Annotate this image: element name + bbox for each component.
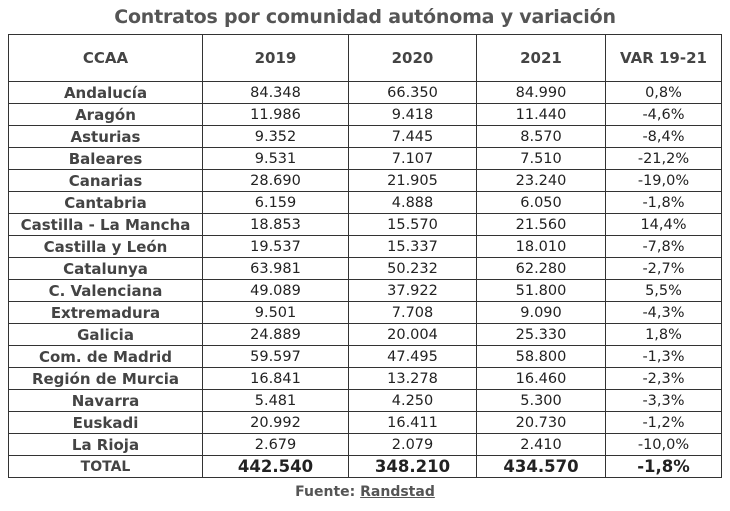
cell-var: -8,4% [606, 126, 722, 148]
cell-2021: 84.990 [477, 82, 606, 104]
cell-2020: 7.107 [349, 148, 477, 170]
table-row [9, 104, 722, 126]
cell-2019: 9.501 [203, 302, 349, 324]
cell-2019: 2.679 [203, 434, 349, 456]
cell-ccaa: Extremadura [9, 302, 203, 324]
table-row [9, 346, 722, 368]
cell-2021: 9.090 [477, 302, 606, 324]
table-body [9, 82, 722, 478]
table-row [9, 324, 722, 346]
cell-var: -1,8% [606, 192, 722, 214]
cell-2020: 15.337 [349, 236, 477, 258]
cell-2021: 8.570 [477, 126, 606, 148]
header-2019: 2019 [203, 35, 349, 82]
header-ccaa: CCAA [9, 35, 203, 82]
cell-2021: 16.460 [477, 368, 606, 390]
cell-2019: 18.853 [203, 214, 349, 236]
cell-var: 0,8% [606, 82, 722, 104]
cell-2021: 6.050 [477, 192, 606, 214]
cell-var: -2,3% [606, 368, 722, 390]
cell-var: 1,8% [606, 324, 722, 346]
table-row [9, 390, 722, 412]
table-row [9, 148, 722, 170]
cell-var: -7,8% [606, 236, 722, 258]
total-cell-2020: 348.210 [349, 456, 477, 478]
table-row [9, 82, 722, 104]
cell-2019: 6.159 [203, 192, 349, 214]
cell-var: -1,2% [606, 412, 722, 434]
cell-2019: 20.992 [203, 412, 349, 434]
cell-var: -4,3% [606, 302, 722, 324]
cell-2021: 2.410 [477, 434, 606, 456]
cell-2020: 16.411 [349, 412, 477, 434]
cell-2020: 37.922 [349, 280, 477, 302]
cell-2020: 7.708 [349, 302, 477, 324]
cell-2019: 9.352 [203, 126, 349, 148]
header-var: VAR 19-21 [606, 35, 722, 82]
cell-ccaa: Aragón [9, 104, 203, 126]
header-row [9, 35, 722, 82]
cell-2019: 24.889 [203, 324, 349, 346]
cell-var: -10,0% [606, 434, 722, 456]
cell-2019: 19.537 [203, 236, 349, 258]
table-row [9, 280, 722, 302]
contracts-table [8, 34, 722, 478]
source-note [0, 484, 730, 500]
cell-2020: 15.570 [349, 214, 477, 236]
cell-2021: 7.510 [477, 148, 606, 170]
source-name: Randstad [360, 484, 435, 500]
cell-ccaa: Galicia [9, 324, 203, 346]
table-row [9, 126, 722, 148]
cell-var: -19,0% [606, 170, 722, 192]
cell-2021: 20.730 [477, 412, 606, 434]
cell-2020: 50.232 [349, 258, 477, 280]
cell-2021: 58.800 [477, 346, 606, 368]
cell-var: -21,2% [606, 148, 722, 170]
cell-2020: 4.888 [349, 192, 477, 214]
total-cell-2019: 442.540 [203, 456, 349, 478]
cell-2021: 25.330 [477, 324, 606, 346]
cell-ccaa: C. Valenciana [9, 280, 203, 302]
cell-2020: 21.905 [349, 170, 477, 192]
cell-2021: 18.010 [477, 236, 606, 258]
chart-title: Contratos por comunidad autónoma y variación [114, 6, 616, 28]
cell-2021: 5.300 [477, 390, 606, 412]
cell-2019: 28.690 [203, 170, 349, 192]
cell-2021: 23.240 [477, 170, 606, 192]
cell-var: -4,6% [606, 104, 722, 126]
cell-var: -1,3% [606, 346, 722, 368]
cell-ccaa: Región de Murcia [9, 368, 203, 390]
table-row [9, 434, 722, 456]
total-cell-var: -1,8% [606, 456, 722, 478]
cell-2020: 13.278 [349, 368, 477, 390]
cell-2019: 59.597 [203, 346, 349, 368]
header-2020: 2020 [349, 35, 477, 82]
cell-2020: 2.079 [349, 434, 477, 456]
table-row [9, 192, 722, 214]
cell-2019: 49.089 [203, 280, 349, 302]
total-row [9, 456, 722, 478]
source-label: Fuente: [295, 484, 356, 500]
cell-var: -2,7% [606, 258, 722, 280]
cell-ccaa: Baleares [9, 148, 203, 170]
cell-2021: 21.560 [477, 214, 606, 236]
cell-2019: 5.481 [203, 390, 349, 412]
table-row [9, 302, 722, 324]
cell-ccaa: La Rioja [9, 434, 203, 456]
cell-2021: 62.280 [477, 258, 606, 280]
cell-2019: 9.531 [203, 148, 349, 170]
cell-var: 14,4% [606, 214, 722, 236]
cell-2020: 47.495 [349, 346, 477, 368]
cell-ccaa: Catalunya [9, 258, 203, 280]
table-row [9, 214, 722, 236]
cell-ccaa: Andalucía [9, 82, 203, 104]
cell-2020: 7.445 [349, 126, 477, 148]
cell-2019: 63.981 [203, 258, 349, 280]
cell-ccaa: Euskadi [9, 412, 203, 434]
table-row [9, 368, 722, 390]
cell-2021: 11.440 [477, 104, 606, 126]
cell-var: 5,5% [606, 280, 722, 302]
table-row [9, 170, 722, 192]
cell-ccaa: Asturias [9, 126, 203, 148]
cell-2020: 66.350 [349, 82, 477, 104]
header-2021: 2021 [477, 35, 606, 82]
cell-2019: 84.348 [203, 82, 349, 104]
cell-ccaa: Navarra [9, 390, 203, 412]
cell-2019: 11.986 [203, 104, 349, 126]
cell-ccaa: Com. de Madrid [9, 346, 203, 368]
table-row [9, 236, 722, 258]
cell-2021: 51.800 [477, 280, 606, 302]
cell-var: -3,3% [606, 390, 722, 412]
cell-ccaa: Cantabria [9, 192, 203, 214]
cell-2020: 20.004 [349, 324, 477, 346]
table-row [9, 258, 722, 280]
cell-ccaa: Canarias [9, 170, 203, 192]
cell-ccaa: Castilla y León [9, 236, 203, 258]
total-cell-ccaa: TOTAL [9, 456, 203, 478]
table-row [9, 412, 722, 434]
total-cell-2021: 434.570 [477, 456, 606, 478]
cell-2020: 9.418 [349, 104, 477, 126]
cell-2019: 16.841 [203, 368, 349, 390]
cell-2020: 4.250 [349, 390, 477, 412]
cell-ccaa: Castilla - La Mancha [9, 214, 203, 236]
